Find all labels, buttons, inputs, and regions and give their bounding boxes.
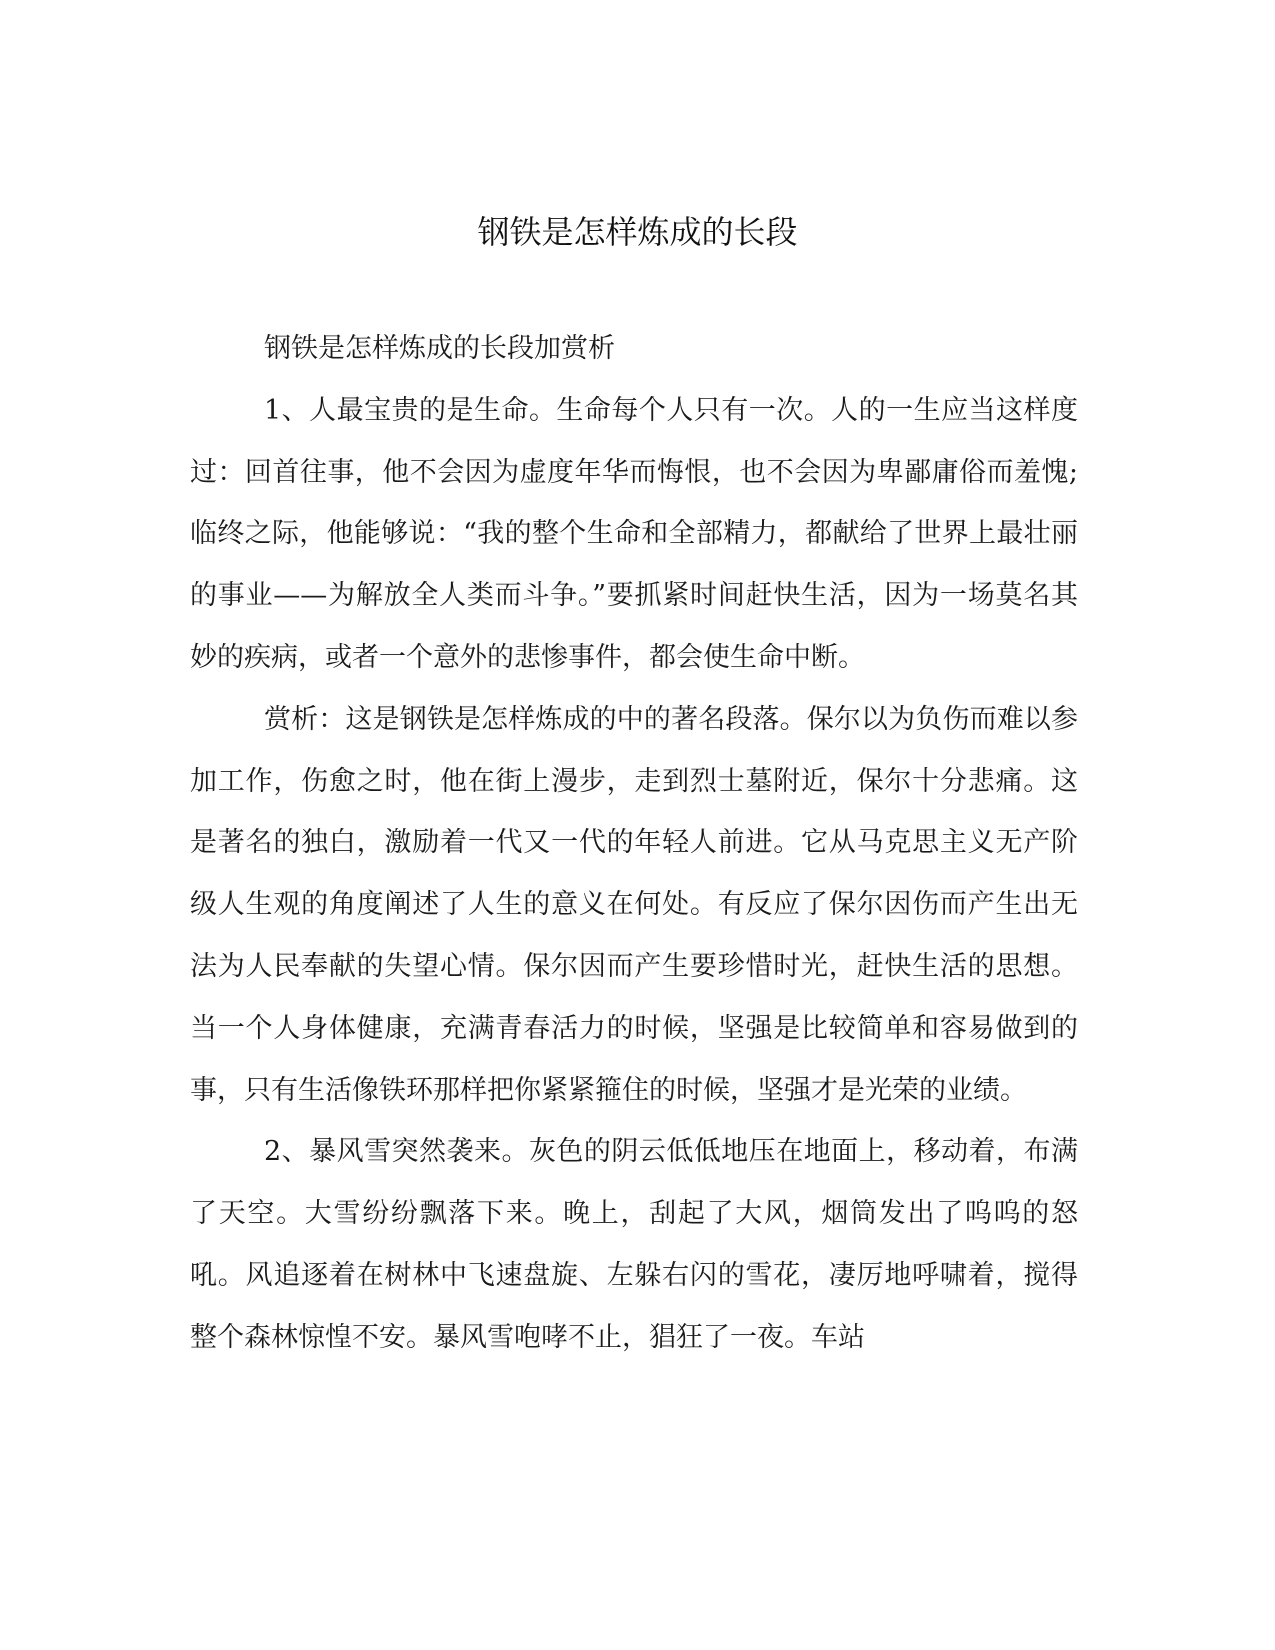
excerpt-paragraph-1: 1、人最宝贵的是生命。生命每个人只有一次。人的一生应当这样度过：回首往事，他不会因为虚度年华而悔恨，也不会因为卑鄙庸俗而羞愧;临终之际，他能够说：“我的整个生命和全部精力，都献给了世界上最壮丽的事业——为解放全人类而斗争。”要抓紧时间赶快生活，因为一场莫名其妙的疾病，或者一个意外的悲惨事件，都会使生命中断。 [190,394,1078,673]
document-body [190,318,1078,1369]
subtitle-paragraph: 钢铁是怎样炼成的长段加赏析 [264,333,615,364]
excerpt-paragraph-2: 2、暴风雪突然袭来。灰色的阴云低低地压在地面上，移动着，布满了天空。大雪纷纷飘落下来。晚上，刮起了大风，烟筒发出了呜呜的怒吼。风追逐着在树林中飞速盘旋、左躲右闪的雪花，凄厉地呼啸着，搅得整个森林惊惶不安。暴风雪咆哮不止，猖狂了一夜。车站 [190,1136,1078,1353]
document-title: 钢铁是怎样炼成的长段 [477,213,798,251]
analysis-paragraph-1: 赏析：这是钢铁是怎样炼成的中的著名段落。保尔以为负伤而难以参加工作，伤愈之时，他在街上漫步，走到烈士墓附近，保尔十分悲痛。这是著名的独白，激励着一代又一代的年轻人前进。它从马克思主义无产阶级人生观的角度阐述了人生的意义在何处。有反应了保尔因伤而产生出无法为人民奉献的失望心情。保尔因而产生要珍惜时光，赶快生活的思想。当一个人身体健康，充满青春活力的时候，坚强是比较简单和容易做到的事，只有生活像铁环那样把你紧紧箍住的时候，坚强才是光荣的业绩。 [190,703,1078,1106]
